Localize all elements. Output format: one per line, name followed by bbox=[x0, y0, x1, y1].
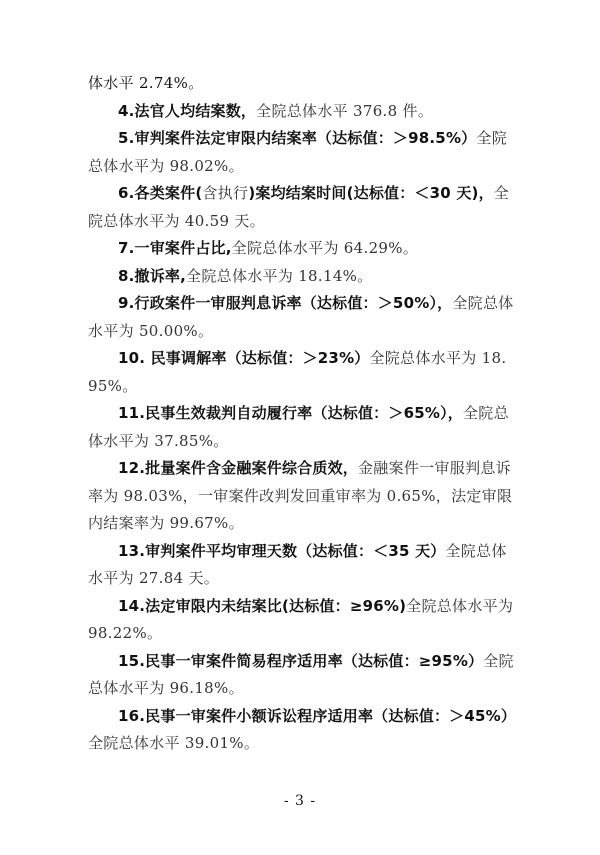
item-value-text: 全院总体水平为 40.59 天。 bbox=[88, 184, 510, 230]
item-value-text: 全院总体水平 376.8 件。 bbox=[256, 101, 434, 120]
paragraph-item-4 bbox=[88, 98, 516, 126]
item-heading: 8.撤诉率, bbox=[118, 266, 187, 285]
page-number: - 3 - bbox=[283, 793, 317, 809]
paragraph-item-15 bbox=[88, 648, 516, 703]
paragraph-item-11 bbox=[88, 400, 516, 455]
item-heading: 4.法官人均结案数， bbox=[118, 101, 257, 120]
item-heading: 7.一审案件占比, bbox=[118, 239, 232, 257]
item-heading: 15.民事一审案件简易程序适用率（达标值：≥95%） bbox=[118, 651, 484, 670]
item-value-text: 全院总体水平为 96.18%。 bbox=[88, 651, 514, 697]
item-value-text: 全院总体水平为 98.22%。 bbox=[88, 596, 514, 642]
paragraph-item-14 bbox=[88, 593, 516, 648]
item-heading: 14.法定审限内未结案比(达标值：≥96%) bbox=[118, 596, 407, 615]
item-heading: 10. 民事调解率（达标值：＞23%） bbox=[118, 349, 370, 367]
paragraph-item-6 bbox=[88, 180, 516, 235]
item-heading: 13.审判案件平均审理天数（达标值：＜35 天） bbox=[118, 541, 446, 560]
item-value-text: 金融案件一审服判息诉率为 98.03%，一审案件改判发回重审率为 0.65%，法定审限内结案率为 99.67%。 bbox=[88, 459, 513, 532]
item-heading: 6.各类案件( bbox=[118, 184, 203, 202]
item-heading: 12.批量案件含金融案件综合质效， bbox=[118, 459, 358, 477]
item-heading: 16.民事一审案件小额诉讼程序适用率（达标值：＞45%） bbox=[118, 706, 517, 725]
item-heading: )案均结案时间(达标值：＜30 天)， bbox=[248, 184, 494, 202]
paragraph-continuation bbox=[88, 70, 516, 98]
paragraph-item-8 bbox=[88, 263, 516, 291]
item-heading: 9.行政案件一审服判息诉率（达标值：＞50%）， bbox=[118, 294, 453, 312]
item-value-text: 全院总体水平为 18.95%。 bbox=[88, 349, 507, 395]
item-value-text: 全院总体水平为 64.29%。 bbox=[231, 239, 419, 257]
item-heading: 11.民事生效裁判自动履行率（达标值：＞65%）， bbox=[118, 404, 463, 422]
paragraph-item-7 bbox=[88, 235, 516, 263]
paragraph-item-5 bbox=[88, 125, 516, 180]
item-value-text: 全院总体水平为 37.85%。 bbox=[88, 404, 509, 450]
item-value-text: 全院总体水平为 50.00%。 bbox=[88, 294, 514, 340]
item-heading: 5.审判案件法定审限内结案率（达标值：＞98.5%） bbox=[118, 129, 477, 147]
paragraph-item-13 bbox=[88, 538, 516, 593]
paragraph-item-10 bbox=[88, 345, 516, 400]
item-value-text: 全院总体水平为 18.14%。 bbox=[186, 266, 373, 285]
paragraph-item-12 bbox=[88, 455, 516, 538]
paragraph-item-9 bbox=[88, 290, 516, 345]
paragraph-text: 体水平 2.74%。 bbox=[88, 74, 204, 92]
item-value-text: 全院总体水平为 98.02%。 bbox=[88, 129, 507, 175]
item-value-text: 全院总体水平 39.01%。 bbox=[88, 734, 260, 752]
item-heading-note: 含执行 bbox=[202, 184, 249, 202]
paragraph-item-16 bbox=[88, 703, 516, 758]
item-value-text: 全院总体水平为 27.84 天。 bbox=[88, 541, 507, 587]
